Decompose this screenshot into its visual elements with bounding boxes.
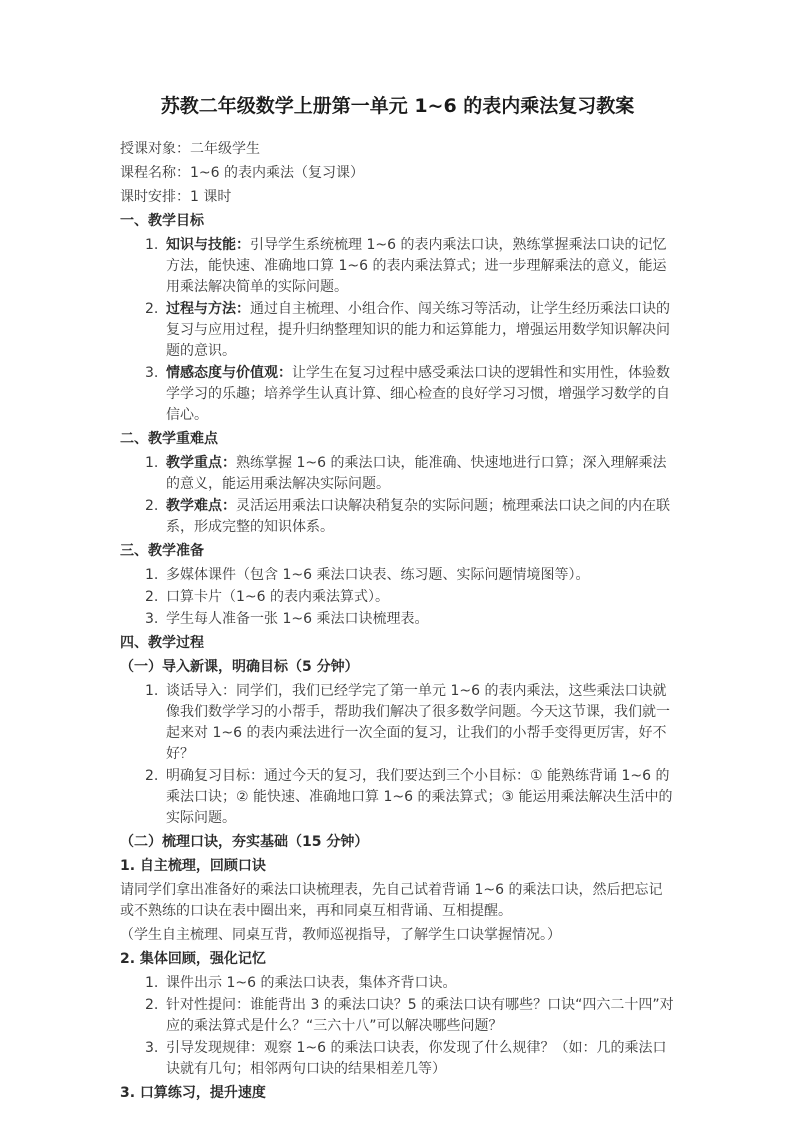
page-title: 苏教二年级数学上册第一单元 1~6 的表内乘法复习教案 xyxy=(160,95,635,117)
list-number: 3. xyxy=(145,611,159,627)
item-lead-label: 过程与方法： xyxy=(166,301,250,317)
list-number: 1. xyxy=(145,567,159,583)
list-number: 2. xyxy=(145,301,159,317)
review-step-item xyxy=(120,973,675,994)
key-point-item xyxy=(120,453,675,495)
step-heading-self-sorting: 1. 自主梳理，回顾口诀 xyxy=(120,858,266,874)
lesson-intro-list xyxy=(120,681,675,829)
collective-review-list xyxy=(120,973,675,1080)
list-number: 2. xyxy=(145,589,159,605)
item-text: 口算卡片（1~6 的表内乘法算式）。 xyxy=(166,589,389,605)
preparation-item xyxy=(120,565,675,586)
list-number: 3. xyxy=(145,365,159,381)
preparation-item xyxy=(120,587,675,608)
item-lead-label: 情感态度与价值观： xyxy=(166,365,292,381)
list-number: 3. xyxy=(145,1040,159,1056)
objective-item-knowledge-skills xyxy=(120,235,675,298)
item-lead-label: 教学难点： xyxy=(166,498,236,514)
preparation-item xyxy=(120,609,675,630)
objective-item-emotion-values xyxy=(120,363,675,426)
intro-talk-item xyxy=(120,681,675,765)
step-heading-oral-practice: 3. 口算练习，提升速度 xyxy=(120,1085,266,1101)
list-number: 1. xyxy=(145,975,159,991)
key-points-list xyxy=(120,453,675,538)
section-heading-teaching-process: 四、教学过程 xyxy=(120,635,204,651)
item-text: 通过自主梳理、小组合作、闯关练习等活动，让学生经历乘法口诀的复习与应用过程，提升归纳整理知识的能力和运算能力，增强运用数学知识解决问题的意识。 xyxy=(166,301,670,359)
item-text: 课件出示 1~6 的乘法口诀表，集体齐背口诀。 xyxy=(166,975,457,991)
item-text: 引导学生系统梳理 1~6 的表内乘法口诀，熟练掌握乘法口诀的记忆方法，能快速、准确地口算 1~6 的表内乘法算式；进一步理解乘法的意义，能运用乘法解决简单的实际问题。 xyxy=(166,237,667,295)
meta-schedule: 课时安排：1 课时 xyxy=(120,189,232,205)
list-number: 2. xyxy=(145,997,159,1013)
preparation-list xyxy=(120,565,675,630)
teacher-note-paragraph: （学生自主梳理、同桌互背，教师巡视指导，了解学生口诀掌握情况。） xyxy=(120,927,561,943)
section-heading-teaching-objectives: 一、教学目标 xyxy=(120,213,204,229)
meta-audience: 授课对象：二年级学生 xyxy=(120,141,260,157)
subsection-heading-sort-formulas: （二）梳理口诀，夯实基础（15 分钟） xyxy=(120,834,369,850)
list-number: 2. xyxy=(145,768,159,784)
review-step-item xyxy=(120,995,675,1037)
item-text: 引导发现规律：观察 1~6 的乘法口诀表，你发现了什么规律？（如：几的乘法口诀就有几句；相邻两句口诀的结果相差几等） xyxy=(166,1040,667,1077)
self-sorting-paragraph: 请同学们拿出准备好的乘法口诀梳理表，先自己试着背诵 1~6 的乘法口诀，然后把忘记或不熟练的口诀在表中圈出来，再和同桌互相背诵、互相提醒。 xyxy=(120,882,663,919)
item-text: 多媒体课件（包含 1~6 乘法口诀表、练习题、实际问题情境图等）。 xyxy=(166,567,590,583)
subsection-heading-lesson-intro: （一）导入新课，明确目标（5 分钟） xyxy=(120,659,359,675)
review-goals-item xyxy=(120,766,675,829)
list-number: 1. xyxy=(145,683,159,699)
difficult-point-item xyxy=(120,496,675,538)
item-text: 灵活运用乘法口诀解决稍复杂的实际问题；梳理乘法口诀之间的内在联系，形成完整的知识体系。 xyxy=(166,498,670,535)
item-text: 针对性提问：谁能背出 3 的乘法口诀？5 的乘法口诀有哪些？口诀“四六二十四”对应的乘法算式是什么？“三六十八”可以解决哪些问题？ xyxy=(166,997,674,1034)
item-text: 谈话导入：同学们，我们已经学完了第一单元 1~6 的表内乘法，这些乘法口诀就像我们数学学习的小帮手，帮助我们解决了很多数学问题。今天这节课，我们就一起来对 1~6 的表内乘法进行一次全面的复习，让我们的小帮手变得更厉害，好不好？ xyxy=(166,683,670,762)
list-number: 1. xyxy=(145,237,159,253)
review-step-item xyxy=(120,1038,675,1080)
objectives-list xyxy=(120,235,675,426)
item-lead-label: 教学重点： xyxy=(166,455,236,471)
list-number: 1. xyxy=(145,455,159,471)
item-text: 让学生在复习过程中感受乘法口诀的逻辑性和实用性，体验数学学习的乐趣；培养学生认真计算、细心检查的良好学习习惯，增强学习数学的自信心。 xyxy=(166,365,670,423)
section-heading-key-difficult-points: 二、教学重难点 xyxy=(120,431,218,447)
section-heading-teaching-preparation: 三、教学准备 xyxy=(120,543,204,559)
meta-course-name: 课程名称：1~6 的表内乘法（复习课） xyxy=(120,165,364,181)
item-lead-label: 知识与技能： xyxy=(166,237,250,253)
item-text: 熟练掌握 1~6 的乘法口诀，能准确、快速地进行口算；深入理解乘法的意义，能运用乘法解决实际问题。 xyxy=(166,455,667,492)
item-text: 学生每人准备一张 1~6 乘法口诀梳理表。 xyxy=(166,611,429,627)
list-number: 2. xyxy=(145,498,159,514)
step-heading-collective-review: 2. 集体回顾，强化记忆 xyxy=(120,951,266,967)
item-text: 明确复习目标：通过今天的复习，我们要达到三个小目标：① 能熟练背诵 1~6 的乘法口诀；② 能快速、准确地口算 1~6 的乘法算式；③ 能运用乘法解决生活中的实际问题。 xyxy=(166,768,673,826)
objective-item-process-method xyxy=(120,299,675,362)
